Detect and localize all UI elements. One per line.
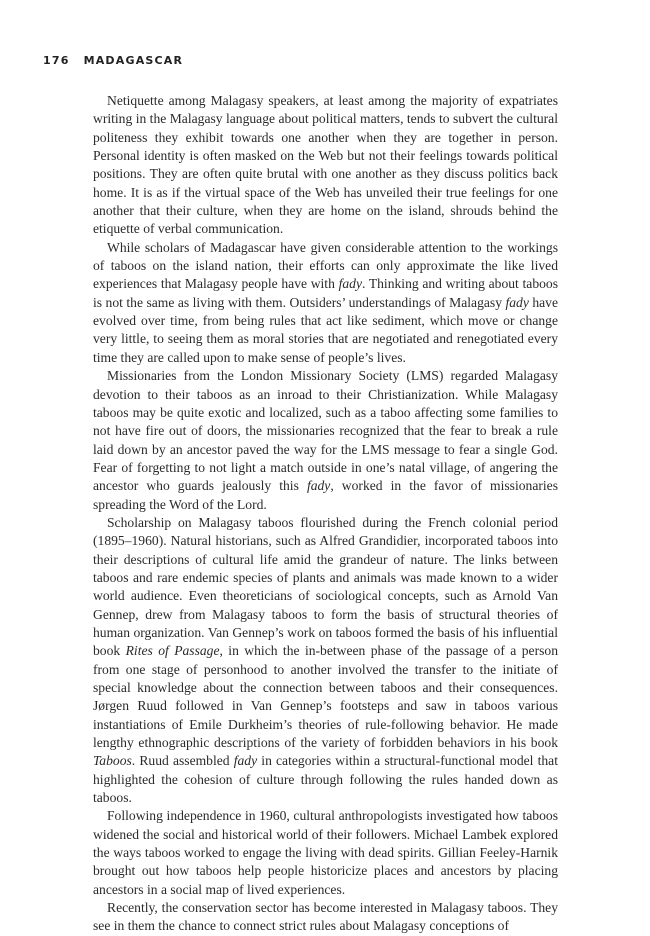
italic-term: fady	[233, 753, 258, 769]
paragraph: Netiquette among Malagasy speakers, at least among the majority of expatriates writing in the Malagasy language about political matters, tends to subvert the cultural politeness they exhibit towards one another when they are together in person. Personal identity is often masked on the Web but not their feelings towards political positions. They are often quite brutal with one another as they discuss politics back home. It is as if the virtual space of the Web has unveiled their true feelings for one another that their culture, when they are home on the island, shrouds behind the etiquette of verbal communication.	[93, 93, 558, 237]
section-title: MADAGASCAR	[83, 54, 184, 67]
body-text	[93, 92, 558, 936]
paragraph: Scholarship on Malagasy taboos flourished during the French colonial period (1895–1960). Natural historians, such as Alfred Grandidier, incorporated taboos into their descriptions of cultural life amid the grandeur of nature. The links between taboos and rare endemic species of plants and animals was made known to a wider world audience. Even theoreticians of sociological concepts, such as Arnold Van Gennep, drew from Malagasy taboos to form the basis of structural theories of human organization. Van Gennep’s work on taboos formed the basis of his influential book Rites of Passage, in which the in-between phase of the passage of a person from one stage of personhood to another involved the transfer to the initiate of special knowledge about the connection between taboos and their consequences. Jørgen Ruud followed in Van Gennep’s footsteps and saw in taboos various instantiations of Emile Durkheim’s theories of rule-following behavior. He made lengthy ethnographic descriptions of the variety of forbidden behaviors in his book Taboos. Ruud assembled fady in categories within a structural-functional model that highlighted the cohesion of culture through following the rules handed down as taboos.	[93, 514, 558, 806]
italic-term: fady	[306, 478, 331, 494]
book-title: Rites of Passage	[125, 643, 220, 659]
paragraph: Following independence in 1960, cultural anthropologists investigated how taboos widened the social and historical world of their followers. Michael Lambek explored the ways taboos worked to engage the living with dead spirits. Gillian Feeley-Harnik brought out how taboos help people historicize places and ancestors by placing ancestors in a social map of lived experiences.	[93, 808, 558, 897]
paragraph: While scholars of Madagascar have given considerable attention to the workings of taboos on the island nation, their efforts can only approximate the like lived experiences that Malagasy people have with fady. Thinking and writing about taboos is not the same as living with them. Outsiders’ understandings of Malagasy fady have evolved over time, from being rules that act like sediment, which move or change very little, to seeing them as moral stories that are negotiated and renegotiated every time they are called upon to make sense of people’s lives.	[93, 239, 559, 365]
book-title: Taboos	[93, 753, 132, 769]
paragraph: Recently, the conservation sector has become interested in Malagasy taboos. They see in them the chance to connect strict rules about Malagasy conceptions of	[93, 900, 558, 934]
running-head	[43, 54, 183, 67]
paragraph: Missionaries from the London Missionary Society (LMS) regarded Malagasy devotion to their taboos as an inroad to their Christianization. While Malagasy taboos may be quite exotic and localized, such as a taboo affecting some families to not have fire out of doors, the missionaries recognized that the fear to break a rule laid down by an ancestor paved the way for the LMS message to fear a single God. Fear of forgetting to not light a match outside in one’s natal village, of angering the ancestor who guards jealously this fady, worked in the favor of missionaries spreading the Word of the Lord.	[93, 368, 558, 512]
italic-term: fady	[505, 294, 529, 310]
italic-term: fady	[338, 276, 362, 292]
page-number: 176	[43, 54, 70, 67]
